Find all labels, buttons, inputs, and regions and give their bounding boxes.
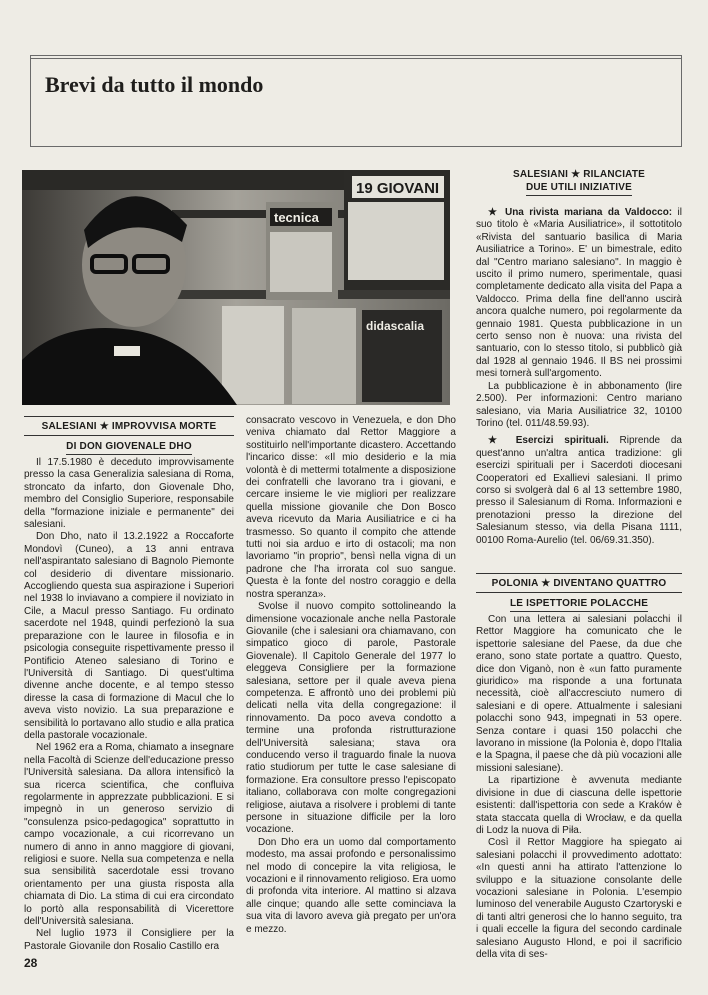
heading-box: [30, 55, 682, 147]
sign-didascalia: didascalia: [366, 319, 425, 333]
section-head-dho: [24, 416, 234, 455]
section-head-polonia-line1: POLONIA ★ DIVENTANO QUATTRO: [476, 577, 682, 593]
paragraph-body: Riprende da quest'anno un'altra antica tradizione: gli esercizi spirituali per i Sacerdoti diocesani Cooperatori ed Exallievi salesiani. Il primo corso si svolgerà dal 6 al 13 settembre 1980, presso il Salesianum di Roma. Informazioni e prenotazioni presso la direzione del Salesianum stesso, via della Pisana 1111, 00100 Roma-Aurelio (tel. 06/69.31.350).: [476, 435, 682, 546]
column-1-text: [24, 457, 234, 953]
heading-rule: [31, 56, 681, 59]
paragraph: Don Dho era un uomo dal comportamento modesto, ma assai profondo e personalissimo nel modo di concepire la vita religiosa, le vocazioni e il rinnovamento religioso. Era uomo di profonda vita interiore. Al mattino si alzava alle cinque; quando alle sette cominciava la sua vita di lavoro aveva già pregato per un'ora e mezzo.: [246, 836, 456, 935]
section-head-iniziative-line2: DUE UTILI INIZIATIVE: [526, 181, 632, 196]
paragraph-lead: ★ Esercizi spirituali.: [488, 435, 609, 447]
paragraph: Nel luglio 1973 il Consigliere per la Pastorale Giovanile don Rosalio Castillo era: [24, 928, 234, 952]
section-head-dho-line1: SALESIANI ★ IMPROVVISA MORTE: [24, 420, 234, 436]
page-number: 28: [24, 956, 38, 970]
section-head-iniziative: [476, 168, 682, 196]
paragraph: [476, 435, 682, 547]
sign-tecnica: tecnica: [274, 210, 319, 225]
section-head-polonia-line2: LE ISPETTORIE POLACCHE: [510, 597, 648, 612]
section-head-iniziative-line1: SALESIANI ★ RILANCIATE: [512, 169, 646, 180]
paragraph-body: La pubblicazione è in abbonamento (lire 2.500). Per informazioni: Centro mariano salesiano, via Maria Ausiliatrice 32, 10100 Torino (tel. 011/48.59.93).: [476, 380, 682, 429]
paragraph: Con una lettera ai salesiani polacchi il Rettor Maggiore ha comunicato che le ispettorie salesiane del Paese, da due che erano, sono state portate a quattro. Questo, dice don Viganò, non è «un fatto puramente giuridico» ma risponde a una fortunata necessità, cioè all'accresciuto numero di salesiani e di opere. Attualmente i salesiani polacchi sono 943, impegnati in 53 opere. Senza contare i quasi 150 polacchi che lavorano in missione (la Polonia è, dopo l'Italia e la Spagna, il paese che dà più vocazioni alle missioni salesiane).: [476, 614, 682, 774]
paragraph-lead: ★ Una rivista mariana da Valdocco:: [488, 207, 673, 218]
paragraph: Così il Rettor Maggiore ha spiegato ai salesiani polacchi il provvedimento adottato: «In questi anni ha attirato l'attenzione lo sviluppo e la situazione consolante delle vocazioni salesiane in Polonia. L'esempio luminoso del venerabile Augusto Czartoryski e di tanti altri generosi che lo hanno seguito, tra i quali eccelle la figura del secondo cardinale salesiano Augusto Hlond, e poi il sacrificio della vita di ses-: [476, 837, 682, 960]
column-3-text: [476, 207, 682, 547]
page-heading: Brevi da tutto il mondo: [45, 72, 264, 97]
section-head-polonia: [476, 573, 682, 612]
paragraph: Don Dho, nato il 13.2.1922 a Roccaforte Mondovì (Cuneo), a 13 anni entrava nell'aspirantato salesiano di Bagnolo Piemonte col desiderio di diventare missionario. Accogliendo questa sua aspirazione i Superiori nel 1938 lo inviavano a compiere il noviziato in Cile, a Macul presso Santiago. Fu ordinato sacerdote nel 1948, quindi perfezionò la sua preparazione con le lauree in filosofia e in psicologia conseguite rispettivamente presso il Pontificio Ateneo salesiano di Torino e l'Università di Santiago. Di quest'ultima divenne anche docente, e al tempo stesso diresse la casa di formazione di Macul che lo aveva visto novizio. La sua preparazione e sensibilità lo portavano allo studio e alla pratica della pastorale vocazionale.: [24, 531, 234, 741]
paragraph: [476, 207, 682, 381]
paragraph: Nel 1962 era a Roma, chiamato a insegnare nella Facoltà di Scienze dell'educazione presso l'Università salesiana. Da allora intensificò la sua ricerca scientifica, che confluiva regolarmente in apprezzate pubblicazioni. E si impegnò in un generoso servizio di "consulenza psico-pedagogica" soprattutto in campo vocazionale, a cui ricorrevano un numero di anno in anno maggiore di giovani, religiosi e suore. Nella sua competenza e nella sua sensibilità sacerdotale essi trovano orientamento per una giusta risposta alla chiamata di Dio. La stima di cui era circondato lo portò alla responsabilità di Vicerettore dell'Università salesiana.: [24, 742, 234, 928]
sign-giovani: 19 GIOVANI: [356, 180, 440, 197]
column-3b-text: [476, 614, 682, 961]
paragraph: Svolse il nuovo compito sottolineando la dimensione vocazionale anche nella Pastorale Giovanile (che i salesiani ora chiamavano, con simpatico gioco di parole, Pastorale Giovenale). Il Capitolo Generale del 1977 lo eleggeva Consigliere per la formazione salesiana, settore per il quale aveva piena competenza. E affrontò uno dei problemi più delicati nella vita della congregazione: il rinnovamento. Da poco aveva condotto a termine una profonda ristrutturazione dell'Università salesiana; stava ora conducendo verso il traguardo finale la nuova ratio studiorum per tutte le case salesiane di formazione. Era consultore presso l'episcopato italiano, collaborava con molte congregazioni religiose, aiutava a risolvere i problemi di tante persone in situazione difficile per la loro vocazione.: [246, 601, 456, 836]
photo-priest-at-bookshelf: [22, 170, 450, 405]
paragraph: La ripartizione è avvenuta mediante divisione in due di ciascuna delle ispettorie esistenti: dall'ispettoria con sede a Kraków è stata staccata quella di Wrocław, e da quella di Lodz la nuova di Piła.: [476, 775, 682, 836]
paragraph-body: il suo titolo è «Maria Ausiliatrice», il sottotitolo «Rivista del santuario basilica di Maria Ausiliatrice a Torino». E' un bimestrale, edito dal "Centro mariano salesiano". In maggio è uscito il primo numero, sperimentale, quasi completamente dedicato alla visita del Papa a Valdocco. Prima della fine dell'anno uscirà ancora qualche numero, poi regolarmente da gennaio 1981. Questa pubblicazione in un certo senso non è nuova: una rivista del santuario, con lo stesso titolo, si pubblicò già dal 1928 al gennaio 1946. Il BS nei prossimi mesi tornerà sull'argomento.: [476, 207, 682, 380]
column-2-text: [246, 415, 456, 936]
paragraph: Il 17.5.1980 è deceduto improvvisamente presso la casa Generalizia salesiana di Roma, stroncato da infarto, don Giovenale Dho, membro del Consiglio Superiore, responsabile della "formazione iniziale e permanente" dei salesiani.: [24, 457, 234, 531]
paragraph: [476, 381, 682, 431]
section-head-dho-line2: DI DON GIOVENALE DHO: [66, 440, 192, 455]
photo-illustration: [22, 170, 450, 405]
paragraph: consacrato vescovo in Venezuela, e don Dho veniva chiamato dal Rettor Maggiore a sostituirlo nell'importante dicastero. Accettando l'incarico disse: «Il mio desiderio e la mia volontà è di mettermi totalmente a disposizione dei confratelli che lavorano tra i giovani, e cercare insieme le vie migliori per realizzare quella missione giovanile che Don Bosco aveva ricevuto da Maria Ausiliatrice e ci ha trasmesso. So quanto il compito che attende tutti noi sia arduo e irto di ostacoli; ma non lavoriamo "in proprio", bensì nella vigna di un padrone che l'ha irrorata col suo sangue. Questa è la fonte del nostro coraggio e della nostra speranza».: [246, 415, 456, 600]
